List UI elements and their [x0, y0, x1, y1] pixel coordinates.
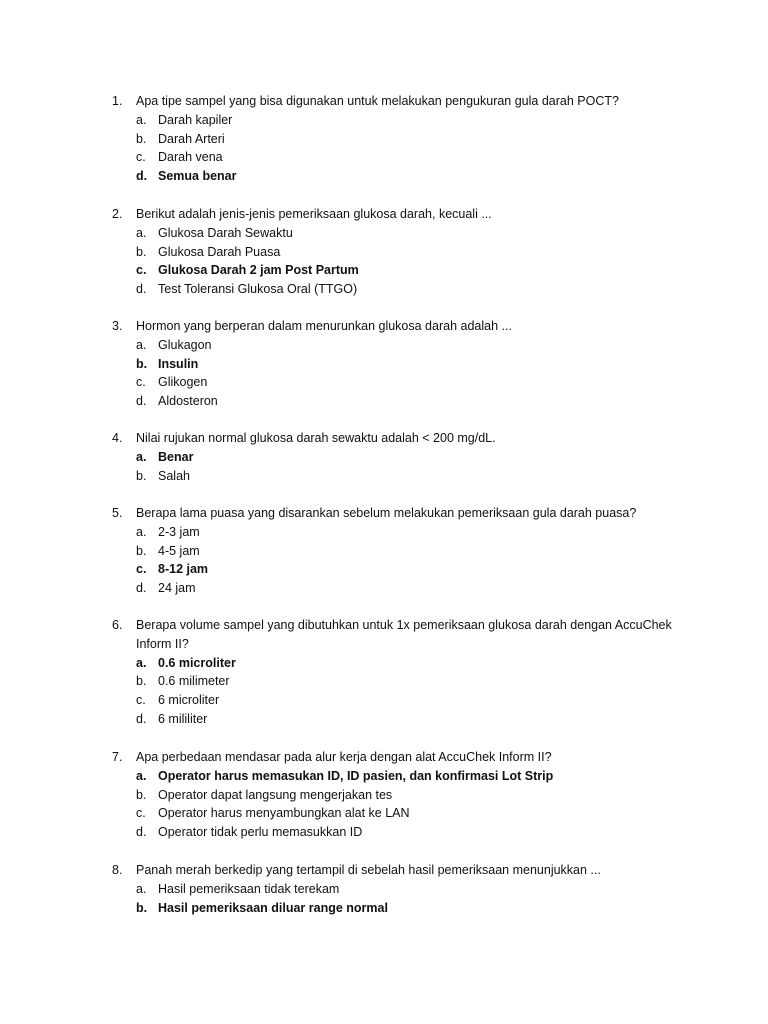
- question-8: [112, 861, 692, 917]
- option-letter: b.: [136, 244, 147, 259]
- option-letter: b.: [136, 787, 147, 802]
- option-text: Semua benar: [158, 169, 237, 184]
- option-letter: c.: [136, 562, 147, 577]
- option-text: 0.6 milimeter: [158, 674, 230, 689]
- option-letter: d.: [136, 711, 147, 726]
- option-text: 2-3 jam: [158, 524, 200, 539]
- option-text: 24 jam: [158, 581, 196, 596]
- option-c: [136, 261, 692, 280]
- option-text: Operator harus memasukan ID, ID pasien, dan konfirmasi Lot Strip: [158, 768, 554, 783]
- question-number: 6.: [112, 618, 123, 632]
- option-d: [136, 710, 692, 729]
- option-letter: d.: [136, 394, 147, 409]
- question-4: [112, 429, 692, 485]
- option-text: Darah vena: [158, 150, 223, 165]
- option-text: Glukosa Darah 2 jam Post Partum: [158, 263, 359, 278]
- option-c: [136, 148, 692, 167]
- option-text: Glukosa Darah Puasa: [158, 244, 281, 259]
- option-text: Operator dapat langsung mengerjakan tes: [158, 787, 393, 802]
- option-letter: b.: [136, 543, 147, 558]
- question-number: 8.: [112, 863, 123, 877]
- option-text: 8-12 jam: [158, 562, 209, 577]
- option-text: Operator harus menyambungkan alat ke LAN: [158, 806, 410, 821]
- option-a: [136, 448, 692, 467]
- option-letter: c.: [136, 693, 146, 708]
- option-text: Test Toleransi Glukosa Oral (TTGO): [158, 282, 358, 297]
- option-letter: a.: [136, 337, 147, 352]
- option-c: [136, 804, 692, 823]
- option-text: Benar: [158, 449, 194, 464]
- question-text: Berikut adalah jenis-jenis pemeriksaan glukosa darah, kecuali ...: [136, 207, 492, 221]
- option-a: [136, 523, 692, 542]
- option-letter: a.: [136, 449, 147, 464]
- option-letter: b.: [136, 900, 148, 915]
- option-text: Darah Arteri: [158, 131, 225, 146]
- option-text: 6 microliter: [158, 693, 220, 708]
- option-a: [136, 880, 692, 899]
- option-text: Glukosa Darah Sewaktu: [158, 225, 293, 240]
- option-letter: b.: [136, 356, 148, 371]
- option-letter: b.: [136, 468, 147, 483]
- option-letter: a.: [136, 225, 147, 240]
- option-letter: d.: [136, 169, 148, 184]
- question-text: Berapa volume sampel yang dibutuhkan untuk 1x pemeriksaan glukosa darah dengan AccuChek Inform II?: [136, 618, 672, 651]
- option-b: [136, 355, 692, 374]
- option-b: [136, 786, 692, 805]
- question-1: [112, 92, 692, 186]
- question-6: [112, 616, 692, 729]
- question-2: [112, 205, 692, 299]
- question-number: 1.: [112, 94, 123, 108]
- option-d: [136, 392, 692, 411]
- option-d: [136, 280, 692, 299]
- option-text: Hasil pemeriksaan diluar range normal: [158, 900, 388, 915]
- option-a: [136, 767, 692, 786]
- option-text: Operator tidak perlu memasukkan ID: [158, 825, 363, 840]
- option-letter: a.: [136, 768, 147, 783]
- option-text: 4-5 jam: [158, 543, 200, 558]
- question-3: [112, 317, 692, 411]
- option-b: [136, 542, 692, 561]
- question-text: Nilai rujukan normal glukosa darah sewaktu adalah < 200 mg/dL.: [136, 431, 496, 445]
- option-letter: c.: [136, 150, 146, 165]
- question-number: 5.: [112, 506, 123, 520]
- question-5: [112, 504, 692, 598]
- option-text: Aldosteron: [158, 394, 218, 409]
- option-a: [136, 336, 692, 355]
- option-letter: d.: [136, 581, 147, 596]
- option-letter: a.: [136, 881, 147, 896]
- option-d: [136, 823, 692, 842]
- question-text: Hormon yang berperan dalam menurunkan glukosa darah adalah ...: [136, 319, 512, 333]
- option-b: [136, 130, 692, 149]
- question-number: 2.: [112, 207, 123, 221]
- option-a: [136, 111, 692, 130]
- option-text: Glukagon: [158, 337, 212, 352]
- option-c: [136, 560, 692, 579]
- option-letter: a.: [136, 112, 147, 127]
- question-number: 7.: [112, 750, 123, 764]
- option-letter: a.: [136, 524, 147, 539]
- option-d: [136, 579, 692, 598]
- option-letter: b.: [136, 131, 147, 146]
- question-7: [112, 748, 692, 842]
- option-b: [136, 899, 692, 918]
- question-text: Berapa lama puasa yang disarankan sebelum melakukan pemeriksaan gula darah puasa?: [136, 506, 637, 520]
- question-text: Apa tipe sampel yang bisa digunakan untuk melakukan pengukuran gula darah POCT?: [136, 94, 619, 108]
- question-number: 4.: [112, 431, 123, 445]
- option-text: Darah kapiler: [158, 112, 233, 127]
- option-text: 0.6 microliter: [158, 655, 236, 670]
- option-text: 6 mililiter: [158, 711, 208, 726]
- option-text: Salah: [158, 468, 190, 483]
- option-letter: c.: [136, 375, 146, 390]
- option-b: [136, 467, 692, 486]
- option-letter: a.: [136, 655, 147, 670]
- option-d: [136, 167, 692, 186]
- option-letter: c.: [136, 806, 146, 821]
- question-text: Apa perbedaan mendasar pada alur kerja dengan alat AccuChek Inform II?: [136, 750, 552, 764]
- option-letter: d.: [136, 282, 147, 297]
- option-letter: b.: [136, 674, 147, 689]
- option-text: Glikogen: [158, 375, 208, 390]
- option-c: [136, 691, 692, 710]
- option-letter: d.: [136, 825, 147, 840]
- option-a: [136, 224, 692, 243]
- question-number: 3.: [112, 319, 123, 333]
- option-c: [136, 373, 692, 392]
- option-letter: c.: [136, 263, 147, 278]
- option-text: Hasil pemeriksaan tidak terekam: [158, 881, 340, 896]
- option-b: [136, 243, 692, 262]
- option-text: Insulin: [158, 356, 199, 371]
- question-text: Panah merah berkedip yang tertampil di sebelah hasil pemeriksaan menunjukkan ...: [136, 863, 601, 877]
- option-a: [136, 654, 692, 673]
- option-b: [136, 672, 692, 691]
